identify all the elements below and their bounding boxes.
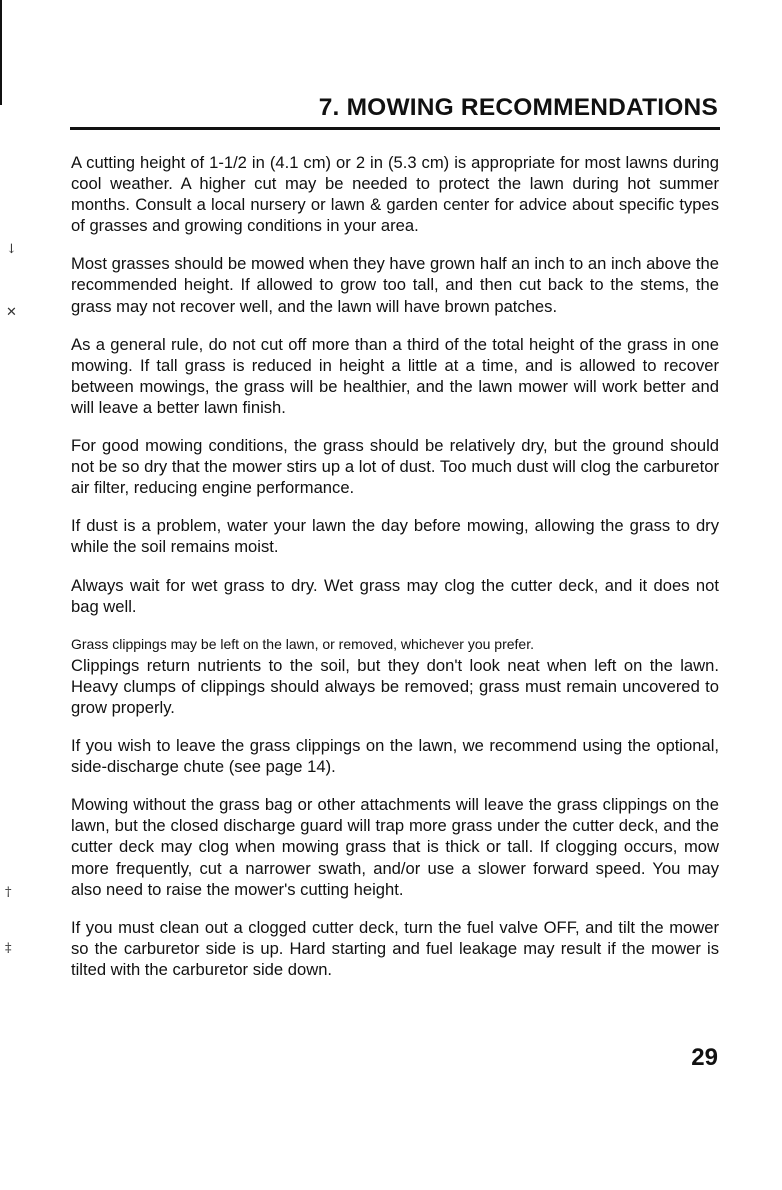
paragraph-wet-grass: Always wait for wet grass to dry. Wet grass may clog the cutter deck, and it does not bag well. [71, 575, 719, 616]
paragraph-cutting-height: A cutting height of 1-1/2 in (4.1 cm) or 2 in (5.3 cm) is appropriate for most lawns during cool weather. A higher cut may be needed to protect the lawn during hot summer months. Consult a local nursery or lawn & garden center for advice about specific types of grasses and growing conditions in your area. [71, 153, 719, 236]
margin-mark: ↓ [6, 242, 17, 257]
margin-mark: ✕ [6, 305, 17, 320]
margin-mark: † [5, 885, 12, 900]
paragraph-general-rule: As a general rule, do not cut off more than a third of the total height of the grass in one mowing. If tall grass is reduced in height a little at a time, and is allowed to recover between mowings, the grass will be healthier, and the lawn mower will work better and will leave a better lawn finish. [71, 334, 719, 417]
paragraph-clogged-deck: If you must clean out a clogged cutter deck, turn the fuel valve OFF, and tilt the mower so the carburetor side is up. Hard starting and fuel leakage may result if the mower is tilted with the carburetor side down. [71, 917, 719, 979]
paragraph-dust-problem: If dust is a problem, water your lawn the day before mowing, allowing the grass to dry while the soil remains moist. [71, 516, 719, 557]
margin-mark: ‡ [5, 941, 12, 956]
paragraph-mowing-timing: Most grasses should be mowed when they have grown half an inch to an inch above the recommended height. If allowed to grow too tall, and then cut back to the stems, the grass may not recover well, and the lawn will have brown patches. [71, 254, 719, 316]
page-title: 7. MOWING RECOMMENDATIONS [318, 94, 718, 121]
paragraph-mowing-conditions: For good mowing conditions, the grass should be relatively dry, but the ground should not be so dry that the mower stirs up a lot of dust. Too much dust will clog the carburetor air filter, reducing engine performance. [71, 436, 719, 498]
scan-edge-line [0, 0, 2, 105]
paragraph-clippings-intro: Grass clippings may be left on the lawn, or removed, whichever you prefer. [71, 635, 534, 652]
paragraph-clippings-nutrients: Clippings return nutrients to the soil, but they don't look neat when left on the lawn. Heavy clumps of clippings should always be removed; grass must remain uncovered to grow properly. [71, 655, 719, 717]
heading-divider [70, 127, 720, 130]
page-number: 29 [691, 1044, 718, 1071]
paragraph-side-discharge: If you wish to leave the grass clippings on the lawn, we recommend using the optional, side-discharge chute (see page 14). [71, 736, 719, 777]
body-text [71, 152, 719, 980]
paragraph-mowing-without-bag: Mowing without the grass bag or other attachments will leave the grass clippings on the lawn, but the closed discharge guard will trap more grass under the cutter deck, and the cutter deck may clog when mowing grass that is thick or tall. If clogging occurs, mow more frequently, cut a narrower swath, and/or use a slower forward speed. You may also need to raise the mower's cutting height. [71, 795, 719, 899]
